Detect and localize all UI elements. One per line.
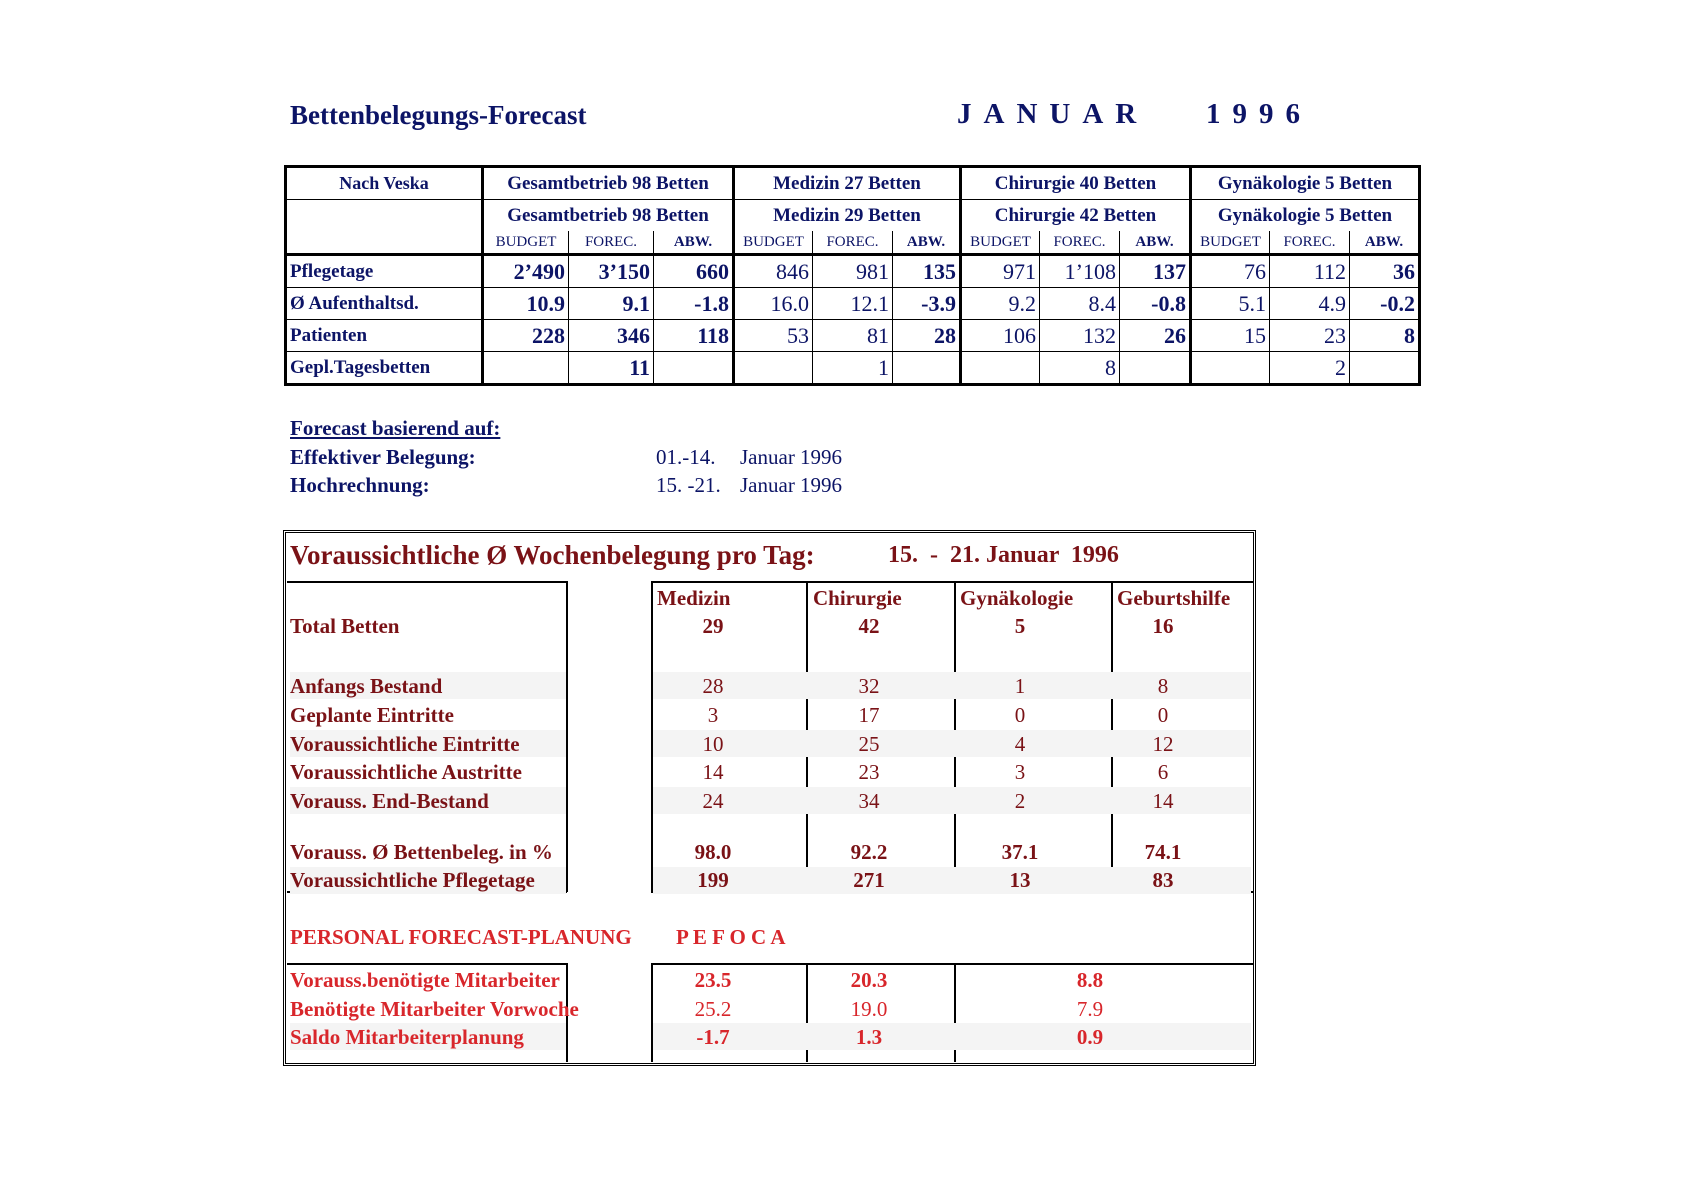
- value-cell: 42: [858, 614, 880, 638]
- value-cell: 92.2: [850, 840, 888, 864]
- basis-range-hochrechnung: 15. -21.: [656, 473, 721, 497]
- value-cell: 7.9: [1076, 997, 1104, 1021]
- table-cell: [734, 352, 813, 385]
- total-betten-label: Total Betten: [290, 614, 400, 638]
- table-cell: 2’490: [483, 255, 569, 288]
- table-cell: 135: [893, 255, 961, 288]
- value-cell: 8: [1157, 674, 1169, 698]
- value-cell: 2: [1014, 789, 1026, 813]
- divider: [287, 581, 567, 583]
- basis-period-effektiv: Januar 1996: [740, 445, 843, 469]
- value-cell: 17: [858, 703, 880, 727]
- value-cell: 199: [697, 868, 729, 892]
- personal-code: P E F O C A: [676, 925, 786, 949]
- group-header-medizin-1: Medizin 27 Betten: [734, 167, 961, 200]
- corner-blank: [286, 200, 483, 255]
- col-gynaekologie: Gynäkologie: [960, 586, 1074, 610]
- group-header-total-1: Gesamtbetrieb 98 Betten: [483, 167, 734, 200]
- table-cell: [483, 352, 569, 385]
- table-cell: 1’108: [1040, 255, 1120, 288]
- value-cell: 6: [1157, 760, 1169, 784]
- table-row: [286, 352, 1420, 385]
- table-cell: [893, 352, 961, 385]
- table-cell: 118: [654, 320, 734, 352]
- group-header-gynaekologie-1: Gynäkologie 5 Betten: [1191, 167, 1420, 200]
- table-cell: 1: [813, 352, 893, 385]
- table-cell: 4.9: [1270, 288, 1350, 320]
- value-cell: 3: [707, 703, 719, 727]
- table-cell: 8.4: [1040, 288, 1120, 320]
- table-cell: 106: [961, 320, 1040, 352]
- row-label: Ø Aufenthaltsd.: [286, 288, 483, 320]
- table-cell: 346: [569, 320, 654, 352]
- value-cell: 34: [858, 789, 880, 813]
- value-cell: 0: [1014, 703, 1026, 727]
- subheader-forecast: FOREC.: [569, 231, 654, 255]
- subheader-deviation: ABW.: [1120, 231, 1191, 255]
- subheader-budget: BUDGET: [1191, 231, 1270, 255]
- basis-heading: Forecast basierend auf:: [290, 416, 501, 440]
- value-cell: 74.1: [1144, 840, 1182, 864]
- value-cell: 32: [858, 674, 880, 698]
- personal-row-label: Saldo Mitarbeiterplanung: [290, 1025, 524, 1049]
- value-cell: 8.8: [1076, 968, 1104, 992]
- value-cell: 10: [702, 732, 724, 756]
- bed-occupancy-table: [284, 165, 1421, 386]
- value-cell: 12: [1152, 732, 1174, 756]
- table-cell: [961, 352, 1040, 385]
- weekly-title: Voraussichtliche Ø Wochenbelegung pro Tag:: [290, 540, 815, 570]
- value-cell: 25: [858, 732, 880, 756]
- value-cell: 28: [702, 674, 724, 698]
- summary-row-label: Voraussichtliche Pflegetage: [290, 868, 535, 892]
- group-header-medizin-2: Medizin 29 Betten: [734, 200, 961, 232]
- weekly-row-label: Geplante Eintritte: [290, 703, 454, 727]
- value-cell: 23: [858, 760, 880, 784]
- table-cell: 12.1: [813, 288, 893, 320]
- value-cell: 24: [702, 789, 724, 813]
- summary-row-label: Vorauss. Ø Bettenbeleg. in %: [290, 840, 553, 864]
- corner-label: Nach Veska: [286, 167, 483, 200]
- table-cell: 112: [1270, 255, 1350, 288]
- value-cell: 3: [1014, 760, 1026, 784]
- group-header-total-2: Gesamtbetrieb 98 Betten: [483, 200, 734, 232]
- value-cell: 25.2: [694, 997, 732, 1021]
- table-cell: [1350, 352, 1420, 385]
- basis-period-hochrechnung: Januar 1996: [740, 473, 843, 497]
- subheader-forecast: FOREC.: [1040, 231, 1120, 255]
- table-cell: 23: [1270, 320, 1350, 352]
- value-cell: 0.9: [1076, 1025, 1104, 1049]
- value-cell: 1: [1014, 674, 1026, 698]
- weekly-range: 15. - 21. Januar 1996: [888, 542, 1119, 568]
- table-cell: -1.8: [654, 288, 734, 320]
- weekly-row-label: Voraussichtliche Austritte: [290, 760, 522, 784]
- value-cell: 98.0: [694, 840, 732, 864]
- subheader-forecast: FOREC.: [1270, 231, 1350, 255]
- table-cell: -3.9: [893, 288, 961, 320]
- table-cell: [1191, 352, 1270, 385]
- table-cell: 28: [893, 320, 961, 352]
- subheader-budget: BUDGET: [961, 231, 1040, 255]
- value-cell: 14: [1152, 789, 1174, 813]
- value-cell: -1.7: [696, 1025, 730, 1049]
- value-cell: 29: [702, 614, 724, 638]
- table-cell: 9.2: [961, 288, 1040, 320]
- value-cell: 23.5: [694, 968, 732, 992]
- table-cell: 26: [1120, 320, 1191, 352]
- table-cell: 16.0: [734, 288, 813, 320]
- table-cell: [1120, 352, 1191, 385]
- weekly-row-label: Vorauss. End-Bestand: [290, 789, 489, 813]
- weekly-row-label: Voraussichtliche Eintritte: [290, 732, 520, 756]
- col-chirurgie: Chirurgie: [813, 586, 902, 610]
- basis-label-effektiv: Effektiver Belegung:: [290, 445, 476, 469]
- divider: [651, 963, 1254, 965]
- table-cell: -0.2: [1350, 288, 1420, 320]
- document-month: JANUAR 1996: [957, 98, 1312, 130]
- table-cell: 81: [813, 320, 893, 352]
- row-label: Pflegetage: [286, 255, 483, 288]
- divider: [287, 963, 567, 965]
- table-cell: 10.9: [483, 288, 569, 320]
- value-cell: 4: [1014, 732, 1026, 756]
- divider: [566, 581, 568, 892]
- subheader-deviation: ABW.: [654, 231, 734, 255]
- value-cell: 13: [1009, 868, 1031, 892]
- value-cell: 83: [1152, 868, 1174, 892]
- value-cell: 16: [1152, 614, 1174, 638]
- subheader-deviation: ABW.: [1350, 231, 1420, 255]
- value-cell: 37.1: [1001, 840, 1039, 864]
- document-title: Bettenbelegungs-Forecast: [290, 100, 587, 130]
- table-cell: 11: [569, 352, 654, 385]
- group-header-chirurgie-1: Chirurgie 40 Betten: [961, 167, 1191, 200]
- table-cell: 228: [483, 320, 569, 352]
- value-cell: 20.3: [850, 968, 888, 992]
- table-cell: 36: [1350, 255, 1420, 288]
- basis-range-effektiv: 01.-14.: [656, 445, 716, 469]
- table-cell: 137: [1120, 255, 1191, 288]
- weekly-row-label: Anfangs Bestand: [290, 674, 443, 698]
- table-cell: -0.8: [1120, 288, 1191, 320]
- table-row: [286, 288, 1420, 320]
- subheader-deviation: ABW.: [893, 231, 961, 255]
- table-cell: 981: [813, 255, 893, 288]
- value-cell: 19.0: [850, 997, 888, 1021]
- personal-heading: PERSONAL FORECAST-PLANUNG: [290, 925, 632, 949]
- table-row: [286, 255, 1420, 288]
- group-header-chirurgie-2: Chirurgie 42 Betten: [961, 200, 1191, 232]
- basis-label-hochrechnung: Hochrechnung:: [290, 473, 430, 497]
- value-cell: 5: [1014, 614, 1026, 638]
- table-cell: 15: [1191, 320, 1270, 352]
- table-cell: 3’150: [569, 255, 654, 288]
- table-cell: [654, 352, 734, 385]
- table-cell: 660: [654, 255, 734, 288]
- personal-row-label: Vorauss.benötigte Mitarbeiter: [290, 968, 560, 992]
- table-cell: 5.1: [1191, 288, 1270, 320]
- table-cell: 76: [1191, 255, 1270, 288]
- table-cell: 9.1: [569, 288, 654, 320]
- table-cell: 132: [1040, 320, 1120, 352]
- divider: [651, 581, 1254, 583]
- col-geburtshilfe: Geburtshilfe: [1117, 586, 1231, 610]
- subheader-budget: BUDGET: [483, 231, 569, 255]
- subheader-forecast: FOREC.: [813, 231, 893, 255]
- table-cell: 8: [1350, 320, 1420, 352]
- table-cell: 2: [1270, 352, 1350, 385]
- value-cell: 271: [853, 868, 885, 892]
- table-cell: 53: [734, 320, 813, 352]
- value-cell: 14: [702, 760, 724, 784]
- table-cell: 846: [734, 255, 813, 288]
- personal-row-label: Benötigte Mitarbeiter Vorwoche: [290, 997, 579, 1021]
- table-cell: 8: [1040, 352, 1120, 385]
- value-cell: 1.3: [855, 1025, 883, 1049]
- subheader-budget: BUDGET: [734, 231, 813, 255]
- table-cell: 971: [961, 255, 1040, 288]
- row-label: Gepl.Tagesbetten: [290, 356, 431, 378]
- group-header-gynaekologie-2: Gynäkologie 5 Betten: [1191, 200, 1420, 232]
- col-medizin: Medizin: [657, 586, 731, 610]
- value-cell: 0: [1157, 703, 1169, 727]
- table-row: [286, 320, 1420, 352]
- row-label: Patienten: [286, 320, 483, 352]
